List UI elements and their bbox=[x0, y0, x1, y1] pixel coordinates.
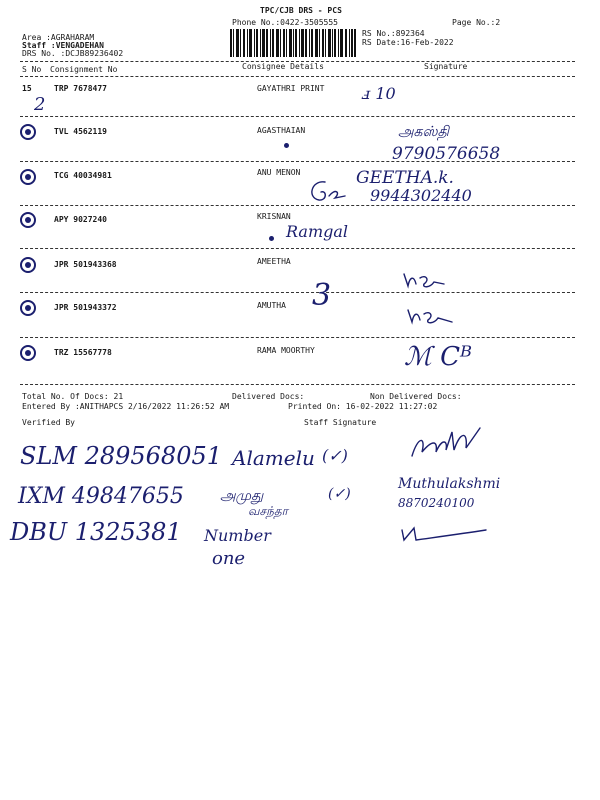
handwritten-signature: ⅎ 10 bbox=[362, 84, 396, 103]
consignee-name: AGASTHAIAN bbox=[257, 126, 306, 135]
row-divider bbox=[20, 384, 575, 385]
row-divider bbox=[20, 292, 575, 293]
rs-number: RS No.:892364 bbox=[362, 29, 425, 38]
handwritten-phone: 8870240100 bbox=[398, 496, 475, 510]
column-header-consignment: Consignment No bbox=[50, 65, 118, 74]
column-header-consignee: Consignee Details bbox=[242, 62, 324, 71]
consignee-name: AMEETHA bbox=[257, 257, 291, 266]
handwritten-name: Muthulakshmi bbox=[398, 476, 501, 492]
row-divider bbox=[20, 248, 575, 249]
handwritten-line: IXM 49847655 bbox=[18, 484, 184, 509]
handwritten-signature bbox=[400, 524, 490, 544]
delivered-docs: Delivered Docs: bbox=[232, 392, 305, 401]
staff-label: Staff :VENGADEHAN bbox=[22, 41, 104, 50]
area-label: Area :AGRAHARAM bbox=[22, 33, 95, 42]
consignment-number: APY 9027240 bbox=[54, 215, 107, 224]
row-sno: 15 bbox=[22, 84, 32, 93]
handwritten-mark: (✓) bbox=[322, 446, 348, 465]
handwritten-line: DBU 1325381 bbox=[10, 518, 182, 546]
total-docs: Total No. Of Docs: 21 bbox=[22, 392, 124, 401]
delivery-mark bbox=[20, 169, 36, 185]
handwritten-initials bbox=[404, 306, 456, 326]
page-number: Page No.:2 bbox=[452, 18, 501, 27]
row-divider bbox=[20, 205, 575, 206]
entered-by: Entered By :ANITHAPCS 2/16/2022 11:26:52 AM bbox=[22, 402, 230, 411]
row-divider bbox=[20, 116, 575, 117]
row-divider bbox=[20, 337, 575, 338]
handwritten-name: GEETHA.k. bbox=[356, 168, 454, 188]
consignee-name: KRISNAN bbox=[257, 212, 291, 221]
consignment-number: JPR 501943372 bbox=[54, 303, 117, 312]
delivery-mark bbox=[20, 212, 36, 228]
handwritten-mark: (✓) bbox=[328, 486, 351, 502]
verified-by-label: Verified By bbox=[22, 418, 75, 427]
column-header-sno: S No bbox=[22, 65, 42, 74]
delivery-mark bbox=[20, 345, 36, 361]
phone-number: Phone No.:0422-3505555 bbox=[232, 18, 338, 27]
header-divider-bottom bbox=[20, 76, 575, 77]
handwritten-signature bbox=[408, 422, 488, 462]
ink-dot bbox=[269, 236, 274, 241]
consignee-name: AMUTHA bbox=[257, 301, 286, 310]
handwritten-phone: 9790576658 bbox=[392, 144, 501, 164]
consignment-number: TVL 4562119 bbox=[54, 127, 107, 136]
handwritten-tamil: அமுது bbox=[220, 488, 264, 504]
handwritten-phone: 9944302440 bbox=[370, 186, 472, 205]
handwritten-initials bbox=[400, 270, 448, 290]
consignment-number: TRP 7678477 bbox=[54, 84, 107, 93]
handwritten-scribble bbox=[305, 178, 345, 204]
handwritten-name: Alamelu bbox=[232, 446, 315, 470]
delivery-mark bbox=[20, 124, 36, 140]
consignment-number: TRZ 15567778 bbox=[54, 348, 112, 357]
handwritten-tamil-name: அகஸ்தி bbox=[398, 124, 450, 140]
drs-number: DRS No. :DCJB89236402 bbox=[22, 49, 124, 58]
column-header-signature: Signature bbox=[424, 62, 468, 71]
handwritten-line: SLM 289568051 bbox=[20, 442, 223, 470]
rs-date: RS Date:16-Feb-2022 bbox=[362, 38, 454, 47]
handwritten-word: one bbox=[212, 548, 246, 569]
handwritten-tamil: வசந்தா bbox=[248, 504, 288, 518]
document-title: TPC/CJB DRS - PCS bbox=[260, 6, 342, 15]
barcode bbox=[230, 29, 356, 57]
consignment-number: JPR 501943368 bbox=[54, 260, 117, 269]
consignee-name: ANU MENON bbox=[257, 168, 301, 177]
ink-dot bbox=[284, 143, 289, 148]
handwritten-number: 2 bbox=[34, 94, 46, 115]
printed-on: Printed On: 16-02-2022 11:27:02 bbox=[288, 402, 438, 411]
handwritten-signature: ℳ Cᴮ bbox=[404, 342, 472, 372]
handwritten-number: 3 bbox=[312, 278, 332, 313]
handwritten-name: Ramgal bbox=[286, 222, 349, 241]
consignee-name: RAMA MOORTHY bbox=[257, 346, 315, 355]
non-delivered-docs: Non Delivered Docs: bbox=[370, 392, 462, 401]
consignment-number: TCG 40034981 bbox=[54, 171, 112, 180]
delivery-mark bbox=[20, 257, 36, 273]
delivery-mark bbox=[20, 300, 36, 316]
handwritten-word: Number bbox=[204, 526, 271, 545]
consignee-name: GAYATHRI PRINT bbox=[257, 84, 325, 93]
staff-signature-label: Staff Signature bbox=[304, 418, 377, 427]
